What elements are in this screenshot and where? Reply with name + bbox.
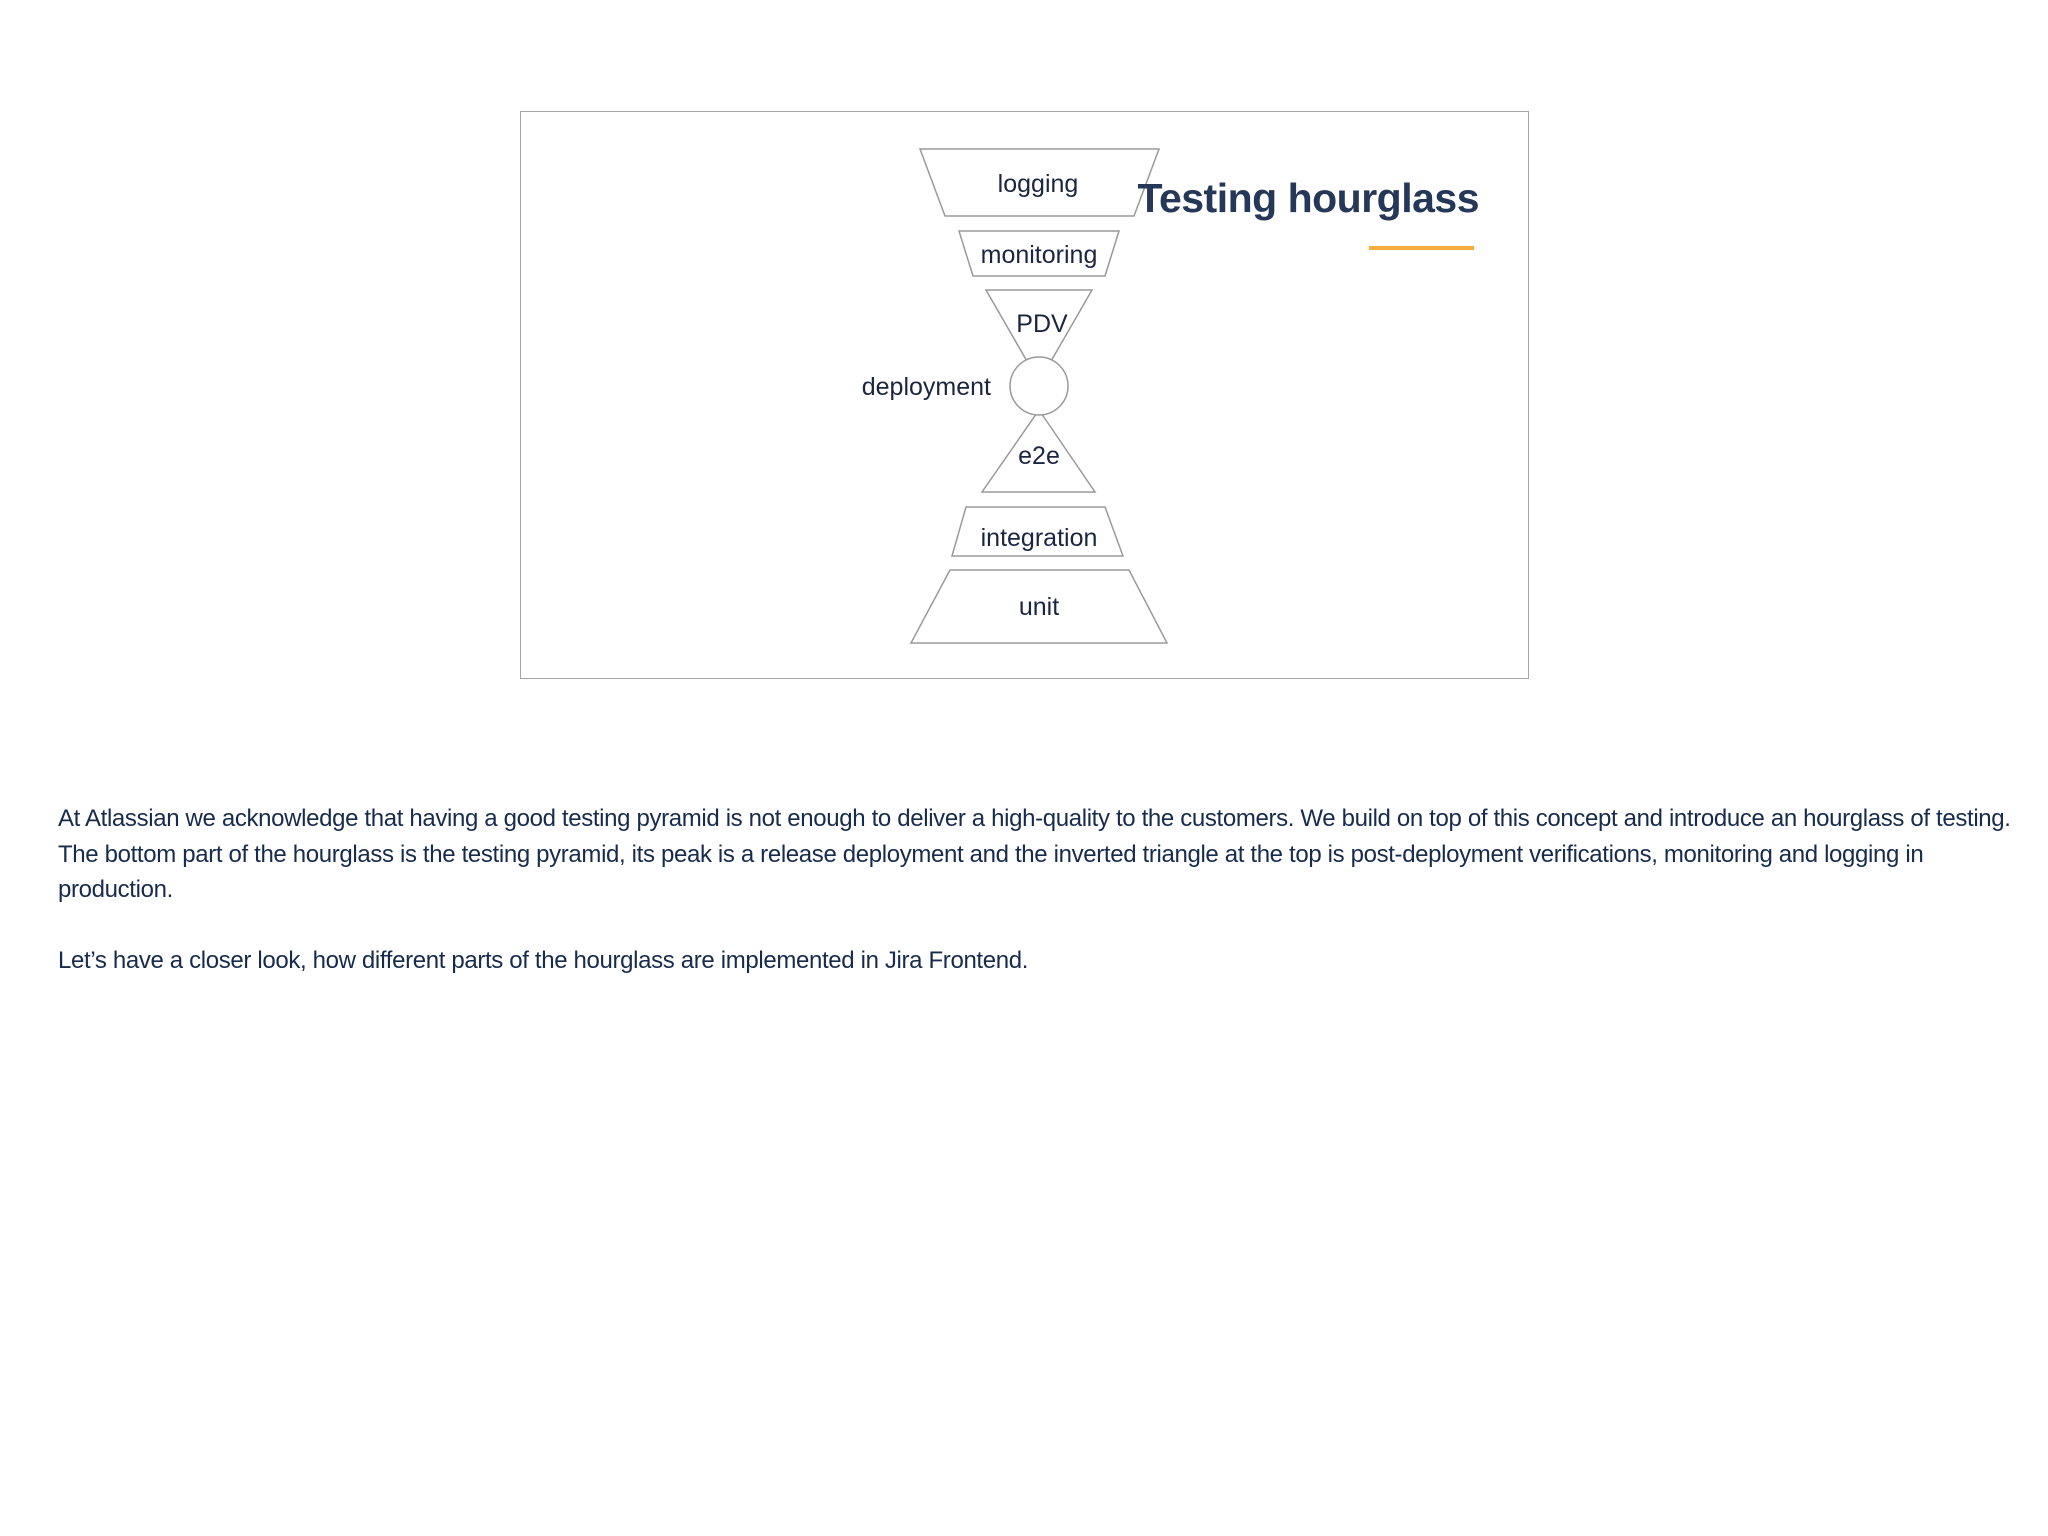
hourglass-svg bbox=[521, 112, 1530, 680]
title-underline bbox=[1369, 246, 1474, 250]
unit-label: unit bbox=[1018, 593, 1060, 621]
pdv-label: PDV bbox=[1016, 310, 1068, 338]
hourglass-diagram bbox=[520, 111, 1529, 679]
deployment-label: deployment bbox=[861, 373, 991, 401]
monitoring-label: monitoring bbox=[980, 241, 1098, 269]
diagram-title: Testing hourglass bbox=[1137, 175, 1479, 221]
e2e-label: e2e bbox=[1018, 442, 1060, 470]
paragraph-closer-look: Let’s have a closer look, how different parts of the hourglass are implemented in Jira Frontend. bbox=[58, 947, 1029, 974]
deployment-circle bbox=[1010, 357, 1068, 415]
paragraph-intro: At Atlassian we acknowledge that having a good testing pyramid is not enough to deliver a high-quality to the customers. We build on top of this concept and introduce an hourglass of testing. The bottom part of the hourglass is the testing pyramid, its peak is a release deployment and the inverted triangle at the top is post-deployment verifications, monitoring and logging in production. bbox=[58, 805, 2011, 903]
integration-label: integration bbox=[980, 524, 1098, 552]
logging-label: logging bbox=[997, 170, 1079, 198]
article-text bbox=[58, 801, 2018, 1014]
